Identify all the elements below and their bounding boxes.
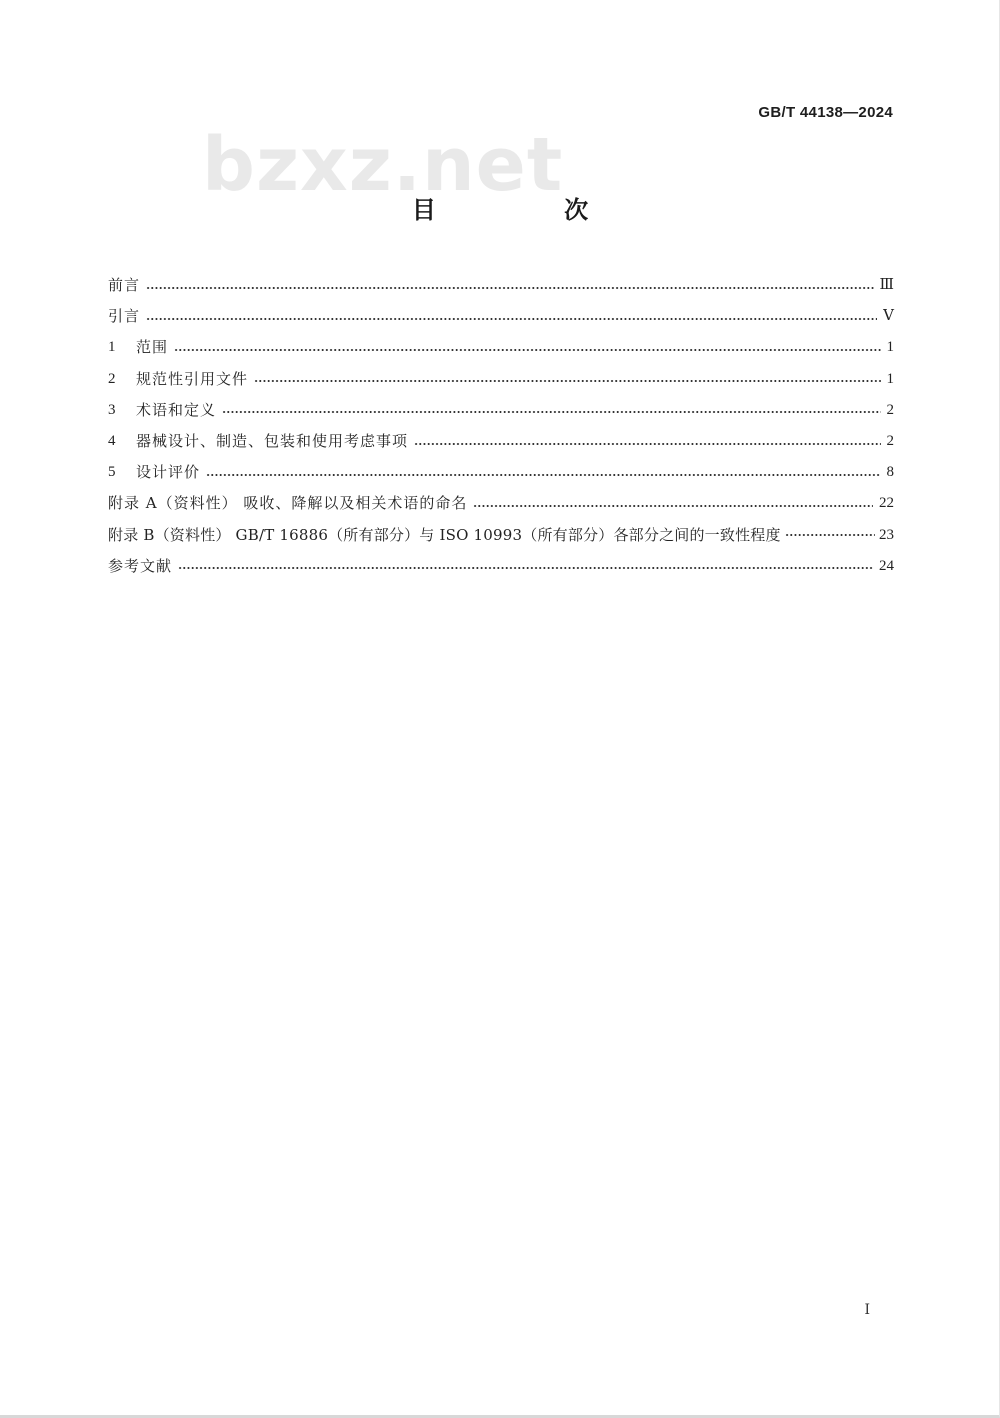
toc-entry-label: 前言	[108, 276, 141, 295]
toc-page-number: Ⅲ	[879, 277, 894, 294]
footer-page-number: Ⅰ	[864, 1303, 870, 1318]
toc-entry-label: 引言	[108, 307, 141, 326]
toc-leader-dots	[785, 531, 875, 539]
toc-leader-dots	[473, 502, 873, 510]
toc-section-number: 2	[108, 370, 116, 387]
toc-page-number: 2	[886, 433, 894, 450]
page-title: 目 次	[411, 196, 649, 224]
toc-page-number: Ⅴ	[883, 308, 894, 325]
toc-leader-dots	[206, 471, 880, 479]
toc-entry-label: 参考文献	[108, 556, 173, 575]
toc-leader-dots	[254, 377, 880, 385]
toc-entry-label: 附录 A（资料性） 吸收、降解以及相关术语的命名	[108, 494, 468, 513]
toc-entry-annex-a[interactable]	[108, 488, 894, 519]
toc-entry-scope[interactable]	[108, 332, 894, 363]
toc-entry-normative-references[interactable]	[108, 364, 894, 395]
toc-entry-design-evaluation[interactable]	[108, 457, 894, 488]
toc-page-number: 1	[886, 339, 894, 356]
toc-entry-label: 术语和定义	[136, 400, 217, 419]
toc-entry-label: 规范性引用文件	[136, 369, 249, 388]
standard-code: GB/T 44138—2024	[758, 104, 893, 121]
toc-leader-dots	[178, 564, 873, 572]
toc-section-number: 3	[108, 401, 116, 418]
toc-page-number: 8	[886, 464, 894, 481]
toc-entry-introduction[interactable]	[108, 301, 894, 332]
toc-page-number: 2	[886, 401, 894, 418]
toc-page-number: 24	[879, 557, 894, 574]
toc-entry-foreword[interactable]	[108, 270, 894, 301]
toc-section-number: 4	[108, 433, 116, 450]
toc-leader-dots	[414, 440, 880, 448]
toc-entry-label: 附录 B（资料性） GB/T 16886（所有部分）与 ISO 10993（所有部分）各部分之间的一致性程度	[108, 525, 781, 544]
toc-entry-label: 设计评价	[136, 463, 201, 482]
toc-entry-label: 器械设计、制造、包装和使用考虑事项	[136, 432, 409, 451]
toc-leader-dots	[146, 315, 877, 323]
toc-page-number: 22	[879, 495, 894, 512]
toc-section-number: 1	[108, 339, 116, 356]
toc-leader-dots	[146, 284, 874, 292]
table-of-contents	[108, 270, 894, 582]
toc-entry-terms-definitions[interactable]	[108, 395, 894, 426]
toc-entry-label: 范围	[136, 338, 169, 357]
toc-entry-device-considerations[interactable]	[108, 426, 894, 457]
toc-leader-dots	[174, 346, 880, 354]
toc-entry-bibliography[interactable]	[108, 551, 894, 582]
toc-leader-dots	[222, 408, 880, 416]
watermark: bzxz.net	[202, 122, 564, 208]
toc-entry-annex-b[interactable]	[108, 520, 894, 551]
toc-section-number: 5	[108, 464, 116, 481]
toc-page-number: 23	[879, 526, 894, 543]
toc-page-number: 1	[886, 370, 894, 387]
